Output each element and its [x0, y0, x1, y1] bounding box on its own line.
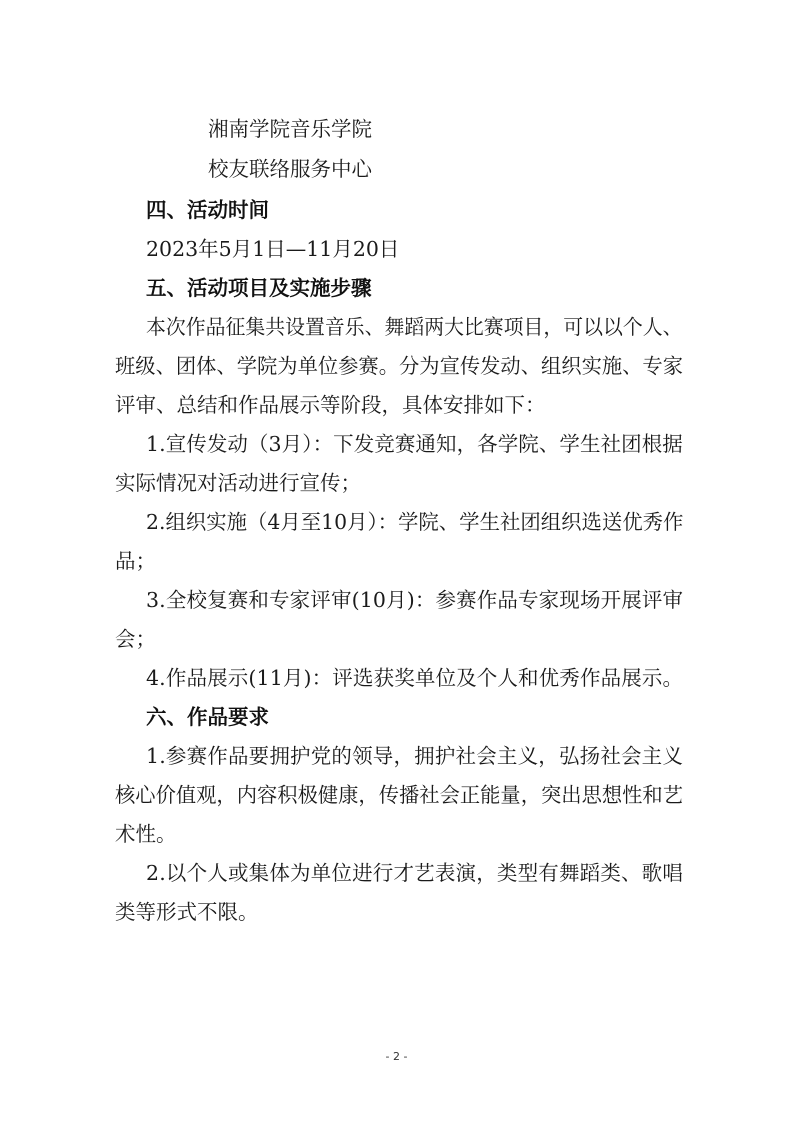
- page-number: - 2 -: [385, 1050, 408, 1063]
- section-heading-requirements: 六、作品要求: [146, 705, 269, 729]
- step-line: 4.作品展示(11月)：评选获奖单位及个人和优秀作品展示。: [146, 666, 684, 690]
- activity-time-text: 2023年5月1日—11月20日: [146, 237, 400, 261]
- paragraph-line: 本次作品征集共设置音乐、舞蹈两大比赛项目，可以以个人、: [146, 315, 683, 339]
- requirement-line: 核心价值观，内容积极健康，传播社会正能量，突出思想性和艺: [115, 783, 683, 807]
- step-line: 会；: [115, 627, 156, 651]
- step-line: 2.组织实施（4月至10月）：学院、学生社团组织选送优秀作: [146, 510, 684, 534]
- section-heading-steps: 五、活动项目及实施步骤: [146, 276, 372, 300]
- paragraph-line: 评审、总结和作品展示等阶段，具体安排如下：: [115, 393, 546, 417]
- requirement-line: 类等形式不限。: [115, 900, 259, 924]
- organizer-line: 湘南学院音乐学院: [208, 117, 372, 141]
- requirement-line: 术性。: [115, 822, 177, 846]
- section-heading-time: 四、活动时间: [146, 198, 269, 222]
- requirement-line: 1.参赛作品要拥护党的领导，拥护社会主义，弘扬社会主义: [146, 744, 684, 768]
- requirement-line: 2.以个人或集体为单位进行才艺表演，类型有舞蹈类、歌唱: [146, 861, 684, 885]
- step-line: 1.宣传发动（3月）：下发竞赛通知，各学院、学生社团根据: [146, 432, 683, 456]
- step-line: 实际情况对活动进行宣传；: [115, 471, 361, 495]
- step-line: 3.全校复赛和专家评审(10月)：参赛作品专家现场开展评审: [146, 588, 684, 612]
- step-line: 品；: [115, 549, 156, 573]
- organizer-line: 校友联络服务中心: [208, 157, 372, 181]
- paragraph-line: 班级、团体、学院为单位参赛。分为宣传发动、组织实施、专家: [115, 354, 683, 378]
